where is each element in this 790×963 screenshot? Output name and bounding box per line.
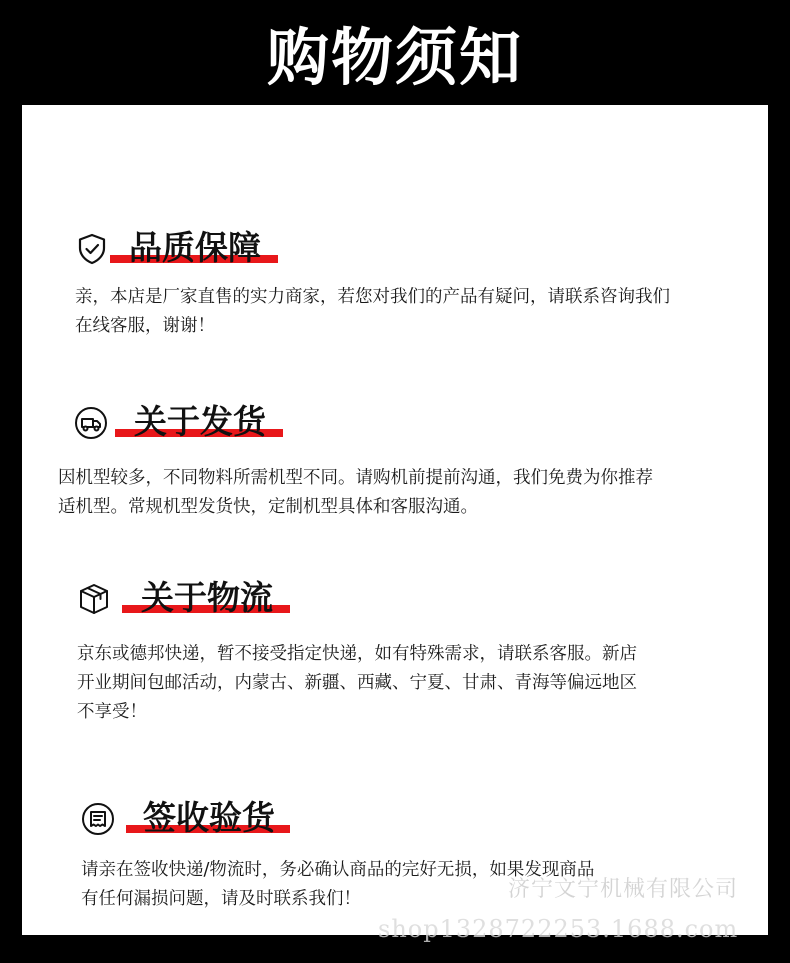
delivery-truck-icon (74, 406, 108, 440)
section-title: 关于物流 (141, 578, 273, 617)
section-header (77, 578, 767, 628)
receipt-check-icon (81, 802, 115, 836)
watermark-company: 济宁文宁机械有限公司 (508, 877, 739, 902)
section-quality-guarantee (75, 228, 765, 341)
section-shipping (58, 402, 768, 522)
section-title: 品质保障 (129, 228, 261, 267)
section-text: 请亲在签收快递/物流时，务必确认商品的完好无损，如果发现商品 有任何漏损问题，请及时联系我们！ (81, 860, 595, 909)
section-text: 因机型较多，不同物料所需机型不同。请购机前提前沟通，我们免费为你推荐 适机型。常规机型发货快，定制机型具体和客服沟通。 (58, 468, 653, 517)
section-logistics (77, 578, 767, 727)
section-text: 亲，本店是厂家直售的实力商家，若您对我们的产品有疑问，请联系咨询我们 在线客服，谢谢！ (75, 287, 670, 336)
section-title: 关于发货 (134, 402, 266, 441)
section-title: 签收验货 (143, 798, 275, 837)
section-header (81, 798, 767, 848)
section-header (74, 402, 768, 452)
content-panel (22, 105, 768, 935)
watermark-url: shop1328722253.1688.com (378, 915, 739, 943)
section-text: 京东或德邦快递，暂不接受指定快递，如有特殊需求，请联系客服。新店 开业期间包邮活动，内蒙古、新疆、西藏、宁夏、甘肃、青海等偏远地区 不享受！ (77, 644, 637, 722)
shield-check-icon (75, 232, 109, 266)
package-box-icon (77, 582, 111, 616)
page-title: 购物须知 (266, 21, 523, 94)
section-header (75, 228, 765, 278)
